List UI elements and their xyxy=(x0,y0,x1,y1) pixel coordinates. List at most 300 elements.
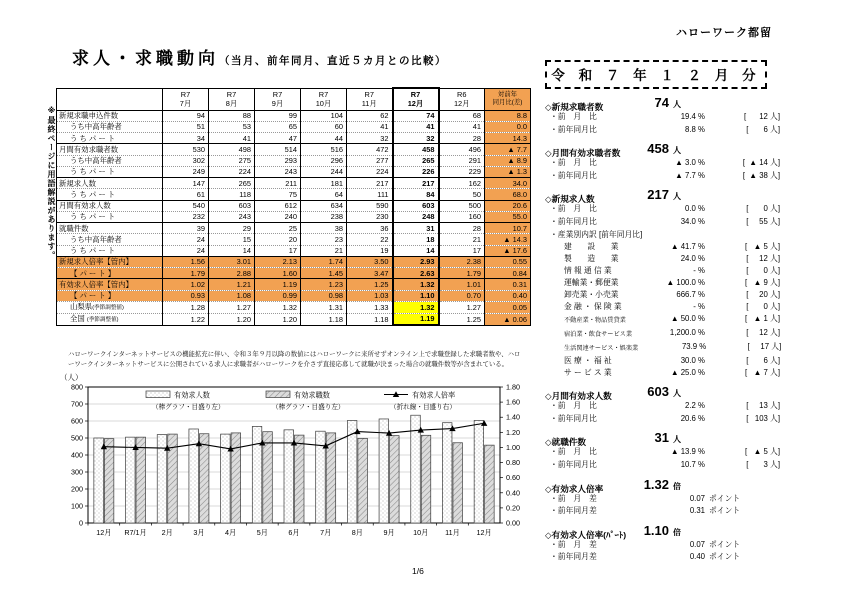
table-cell: 472 xyxy=(347,144,393,155)
stat-bracket: [ 12 人] xyxy=(744,112,780,121)
table-body xyxy=(57,110,531,325)
table-cell: 15 xyxy=(209,234,255,245)
svg-text:0.00: 0.00 xyxy=(506,518,520,528)
table-cell: 29 xyxy=(209,223,255,234)
industry-row xyxy=(545,301,785,313)
svg-text:2月: 2月 xyxy=(161,528,173,537)
row-label: う ち パ ー ト xyxy=(57,189,163,200)
table-cell: 118 xyxy=(209,189,255,200)
table-cell: 1.18 xyxy=(347,313,393,325)
table-cell: 1.27 xyxy=(209,301,255,313)
table-row xyxy=(57,301,531,313)
page-title-sub: （当月、前年同月、直近５カ月との比較） xyxy=(219,55,447,67)
row-label: 新規求人倍率【管内】 xyxy=(57,256,163,267)
column-header: R7 12月 xyxy=(393,88,439,110)
office-name: ハローワーク都留 xyxy=(676,27,772,39)
table-cell: 104 xyxy=(301,110,347,121)
chart-unit-label: （人） xyxy=(60,373,83,382)
table-cell: 39 xyxy=(163,223,209,234)
table-cell: 28 xyxy=(439,133,485,144)
table-cell: 14 xyxy=(393,245,439,256)
table-cell: 1.28 xyxy=(163,301,209,313)
table-cell: 88 xyxy=(209,110,255,121)
section-value: 74 xyxy=(654,95,669,110)
table-cell: 94 xyxy=(163,110,209,121)
comparison-table xyxy=(56,87,531,326)
svg-text:700: 700 xyxy=(71,399,83,409)
stat-bracket: [ 12 人] xyxy=(746,328,780,338)
table-cell: 229 xyxy=(439,166,485,177)
table-cell: 32 xyxy=(347,133,393,144)
stat-row xyxy=(545,400,785,413)
table-cell: 0.55 xyxy=(485,256,531,267)
table-cell: 34 xyxy=(163,133,209,144)
table-row xyxy=(57,234,531,245)
trend-chart xyxy=(54,380,536,552)
comparison-table-wrap xyxy=(56,87,531,326)
table-cell: 217 xyxy=(347,178,393,189)
table-cell: 17 xyxy=(255,245,301,256)
table-cell: 55.0 xyxy=(485,211,531,222)
svg-text:有効求人数: 有効求人数 xyxy=(174,390,210,400)
page-title xyxy=(72,44,447,69)
table-cell: 1.23 xyxy=(301,279,347,290)
table-cell: 0.31 xyxy=(485,279,531,290)
table-cell: 75 xyxy=(255,189,301,200)
table-cell: 160 xyxy=(439,211,485,222)
svg-text:有効求人倍率: 有効求人倍率 xyxy=(412,390,456,400)
table-cell: 1.03 xyxy=(347,290,393,301)
svg-text:7月: 7月 xyxy=(320,528,332,537)
section-header xyxy=(545,476,785,494)
summary-section xyxy=(545,386,785,425)
table-row xyxy=(57,155,531,166)
period-title: 令 和 ７ 年 １ ２ 月 分 xyxy=(545,60,767,89)
table-cell: 1.56 xyxy=(163,256,209,267)
stat-percent: 0.31 xyxy=(689,506,705,516)
table-cell: 244 xyxy=(301,166,347,177)
table-cell: 2.93 xyxy=(393,256,439,267)
stat-row xyxy=(545,493,785,506)
table-cell: 84 xyxy=(393,189,439,200)
row-label: 全国 (季節調整値) xyxy=(57,313,163,325)
table-cell: 1.45 xyxy=(301,268,347,279)
svg-text:0.80: 0.80 xyxy=(506,458,520,468)
table-row xyxy=(57,166,531,177)
svg-text:300: 300 xyxy=(71,467,83,477)
table-cell: 230 xyxy=(347,211,393,222)
svg-text:1.80: 1.80 xyxy=(506,382,520,392)
stat-percent: ▲ 3.0 % xyxy=(675,158,705,168)
svg-text:12月: 12月 xyxy=(96,528,112,537)
table-cell: 23 xyxy=(301,234,347,245)
table-cell: 302 xyxy=(163,155,209,166)
row-label: う ち パ ー ト xyxy=(57,166,163,177)
section-title: ◇月間有効求人数 xyxy=(545,391,612,402)
summary-section xyxy=(545,143,785,182)
stat-label: 製 造 業 xyxy=(564,254,619,264)
section-title: ◇就職件数 xyxy=(545,437,586,448)
section-unit: 人 xyxy=(673,389,681,399)
table-row xyxy=(57,144,531,155)
table-cell: 68.0 xyxy=(485,189,531,200)
table-cell: 147 xyxy=(163,178,209,189)
stat-bracket: [ 0 人] xyxy=(746,266,780,276)
stat-row xyxy=(545,203,785,216)
table-cell: 24 xyxy=(163,234,209,245)
svg-text:12月: 12月 xyxy=(476,528,492,537)
table-cell: ▲ 8.9 xyxy=(485,155,531,166)
svg-text:6月: 6月 xyxy=(288,528,300,537)
stat-bracket: ポイント xyxy=(709,506,741,516)
stat-row xyxy=(545,216,785,229)
table-cell: 0.05 xyxy=(485,301,531,313)
svg-text:11月: 11月 xyxy=(445,528,460,537)
table-cell: 36 xyxy=(347,223,393,234)
stat-percent: ▲ 50.0 % xyxy=(670,314,705,324)
svg-text:400: 400 xyxy=(71,450,83,460)
stat-label: 生活関連サービス・娯楽業 xyxy=(564,345,639,353)
table-cell: 1.27 xyxy=(439,301,485,313)
table-cell: 530 xyxy=(163,144,209,155)
stat-label: 不動産業・物品賃貸業 xyxy=(564,317,626,325)
table-cell: 238 xyxy=(301,211,347,222)
stat-bracket: [ ▲ 7 人] xyxy=(744,368,780,378)
table-row xyxy=(57,313,531,325)
stat-label: ・前 月 比 xyxy=(550,401,597,411)
table-cell: 18 xyxy=(393,234,439,245)
stat-percent: ▲ 41.7 % xyxy=(670,242,705,252)
table-cell: 2.63 xyxy=(393,268,439,279)
stat-label: 金 融 ・ 保 険 業 xyxy=(564,302,622,312)
table-cell: 1.20 xyxy=(255,313,301,325)
table-row xyxy=(57,290,531,301)
table-cell: 240 xyxy=(255,211,301,222)
stat-bracket: [ ▲ 1 人] xyxy=(744,314,780,324)
row-label: うち中高年齢者 xyxy=(57,155,163,166)
table-row xyxy=(57,121,531,132)
row-label: 月間有効求人数 xyxy=(57,200,163,211)
stat-percent: 10.7 % xyxy=(680,459,705,469)
stat-label: 情 報 通 信 業 xyxy=(564,266,612,276)
stat-percent: 0.40 xyxy=(689,552,705,562)
table-cell: 61 xyxy=(163,189,209,200)
stat-label: ・前年同月差 xyxy=(550,552,597,562)
row-label: う ち パ ー ト xyxy=(57,245,163,256)
stat-label: ・前 月 差 xyxy=(550,539,597,549)
table-cell: 51 xyxy=(163,121,209,132)
section-unit: 人 xyxy=(673,146,681,156)
row-label: 有効求人倍率【管内】 xyxy=(57,279,163,290)
table-cell: 1.32 xyxy=(255,301,301,313)
table-cell: 1.25 xyxy=(439,313,485,325)
table-cell: 181 xyxy=(301,178,347,189)
stat-percent: ▲ 13.9 % xyxy=(670,447,705,457)
table-cell: 291 xyxy=(439,155,485,166)
table-cell: 224 xyxy=(209,166,255,177)
stat-row xyxy=(545,229,785,242)
svg-text:4月: 4月 xyxy=(225,528,237,537)
stat-label: 宿泊業・飲食サービス業 xyxy=(564,331,633,339)
table-cell: 2.38 xyxy=(439,256,485,267)
summary-section xyxy=(545,522,785,564)
table-footnote: ハローワークインターネットサービスの機能拡充に伴い、令和３年９月以降の数値にはハローワークに来所せずオンライン上で求職登録した求職者数や、ハローワークインターネットサービスに公開されている求人に求職者がハローワークを介さず直接応募して就職が決まった場合の就職件数等が含まれている。 xyxy=(68,351,521,369)
stat-bracket: [ 55 人] xyxy=(746,216,780,226)
section-unit: 人 xyxy=(673,100,681,109)
table-cell: 14 xyxy=(209,245,255,256)
monthly-summary-panel xyxy=(545,60,785,571)
svg-text:8月: 8月 xyxy=(351,528,363,537)
stat-bracket: [ 103 人] xyxy=(746,413,780,423)
section-title: ◇新規求職者数 xyxy=(545,102,604,112)
table-row xyxy=(57,279,531,290)
table-cell: 19 xyxy=(347,245,393,256)
svg-text:100: 100 xyxy=(71,501,83,511)
table-cell: 243 xyxy=(255,166,301,177)
table-cell: 53 xyxy=(209,121,255,132)
section-header xyxy=(545,522,785,540)
section-title: ◇有効求人倍率 xyxy=(545,483,604,494)
table-cell: 0.99 xyxy=(255,290,301,301)
table-cell: 25 xyxy=(255,223,301,234)
stat-percent: 24.0 % xyxy=(680,254,705,264)
svg-text:（折れ線・目盛り右）: （折れ線・目盛り右） xyxy=(390,404,456,411)
stat-bracket xyxy=(710,229,785,242)
table-cell: 0.98 xyxy=(301,290,347,301)
table-cell: 1.10 xyxy=(393,290,439,301)
table-row xyxy=(57,133,531,144)
table-cell: 1.21 xyxy=(209,279,255,290)
table-cell: 28 xyxy=(439,223,485,234)
table-cell: 516 xyxy=(301,144,347,155)
table-cell: 211 xyxy=(255,178,301,189)
table-cell: 612 xyxy=(255,200,301,211)
stat-row xyxy=(545,170,785,183)
stat-percent: 2.2 % xyxy=(685,401,705,411)
table-cell: 65 xyxy=(255,121,301,132)
stat-bracket: [ 0 人] xyxy=(746,302,780,312)
table-cell: 1.32 xyxy=(393,301,439,313)
table-cell: 8.8 xyxy=(485,110,531,121)
industry-row xyxy=(545,289,785,301)
svg-text:10月: 10月 xyxy=(413,528,429,537)
table-cell: 0.0 xyxy=(485,121,531,132)
table-cell: ▲ 1.3 xyxy=(485,166,531,177)
stat-percent: 20.6 % xyxy=(680,413,705,423)
table-cell: 3.47 xyxy=(347,268,393,279)
row-label: 【 パ ー ト 】 xyxy=(57,268,163,279)
svg-text:R7/1月: R7/1月 xyxy=(124,528,147,537)
table-cell: 60 xyxy=(301,121,347,132)
stat-percent xyxy=(642,229,710,242)
table-cell: 44 xyxy=(301,133,347,144)
industry-row xyxy=(545,265,785,277)
svg-text:1.00: 1.00 xyxy=(506,442,520,452)
table-row xyxy=(57,110,531,121)
table-cell: 0.93 xyxy=(163,290,209,301)
stat-percent: 0.0 % xyxy=(685,204,705,214)
table-cell: ▲ 0.06 xyxy=(485,313,531,325)
stat-bracket: [ 6 人] xyxy=(746,356,780,366)
table-row xyxy=(57,256,531,267)
stat-bracket: ポイント xyxy=(709,552,741,562)
table-cell: 248 xyxy=(393,211,439,222)
stat-row xyxy=(545,111,785,124)
table-cell: 1.08 xyxy=(209,290,255,301)
stat-label: 建 設 業 xyxy=(564,242,619,252)
section-value: 458 xyxy=(647,141,669,157)
industry-row xyxy=(545,241,785,253)
industry-row xyxy=(545,367,785,379)
stat-percent: ▲ 100.0 % xyxy=(666,278,705,288)
table-row xyxy=(57,178,531,189)
table-cell: 20.6 xyxy=(485,200,531,211)
table-cell: 74 xyxy=(393,110,439,121)
table-cell: 243 xyxy=(209,211,255,222)
table-cell: 603 xyxy=(209,200,255,211)
stat-bracket: [ 12 人] xyxy=(746,254,780,264)
section-value: 1.10 xyxy=(643,522,669,538)
stat-bracket: [ 20 人] xyxy=(746,290,780,300)
stat-percent: 73.9 % xyxy=(681,342,707,352)
section-header xyxy=(545,97,785,111)
table-cell: 1.25 xyxy=(347,279,393,290)
table-cell: 2.88 xyxy=(209,268,255,279)
row-label: 就職件数 xyxy=(57,223,163,234)
table-cell: 2.13 xyxy=(255,256,301,267)
svg-text:5月: 5月 xyxy=(256,528,268,537)
stat-label: ・前年同月比 xyxy=(550,216,597,226)
table-cell: 22 xyxy=(347,234,393,245)
summary-sections xyxy=(545,97,785,564)
stat-percent: ▲ 25.0 % xyxy=(670,368,705,378)
stat-bracket: [ ▲ 5 人] xyxy=(744,242,780,252)
stat-row xyxy=(545,505,785,518)
table-cell: 162 xyxy=(439,178,485,189)
svg-text:（棒グラフ・目盛り左）: （棒グラフ・目盛り左） xyxy=(272,404,345,411)
table-cell: 111 xyxy=(347,189,393,200)
stat-label: ・前 月 比 xyxy=(550,204,597,214)
svg-text:500: 500 xyxy=(71,433,83,443)
svg-text:0.20: 0.20 xyxy=(506,503,520,513)
table-cell: 275 xyxy=(209,155,255,166)
section-value: 603 xyxy=(647,384,669,400)
trend-chart-svg xyxy=(54,380,536,552)
stat-row xyxy=(545,124,785,137)
table-cell: 1.32 xyxy=(393,279,439,290)
table-cell: 1.18 xyxy=(301,313,347,325)
table-cell: 0.70 xyxy=(439,290,485,301)
summary-section xyxy=(545,97,785,136)
stat-row xyxy=(545,446,785,459)
table-cell: 217 xyxy=(393,178,439,189)
stat-label: ・前 月 比 xyxy=(550,112,597,121)
stat-bracket: [ ▲ 38 人] xyxy=(742,170,780,180)
stat-label: ・前年同月比 xyxy=(550,459,597,469)
industry-row xyxy=(545,355,785,367)
table-cell: 296 xyxy=(301,155,347,166)
stat-percent: 1,200.0 % xyxy=(669,328,705,338)
column-header: R7 10月 xyxy=(301,88,347,110)
column-header: 対前年 同月比(差) xyxy=(485,88,531,110)
stat-row xyxy=(545,157,785,170)
svg-text:0: 0 xyxy=(79,518,83,528)
section-value: 31 xyxy=(654,430,669,446)
table-cell: 1.19 xyxy=(393,313,439,325)
svg-text:有効求職数: 有効求職数 xyxy=(294,390,330,400)
stat-bracket: [ ▲ 5 人] xyxy=(744,447,780,457)
summary-section xyxy=(545,189,785,379)
table-cell: 1.79 xyxy=(163,268,209,279)
table-cell: ▲ 7.7 xyxy=(485,144,531,155)
stat-percent: 34.0 % xyxy=(680,216,705,226)
svg-text:800: 800 xyxy=(71,382,83,392)
section-unit: 倍 xyxy=(673,481,681,491)
column-header: R7 11月 xyxy=(347,88,393,110)
stat-label: ・前年同月差 xyxy=(550,506,597,516)
stat-label: ・前 月 差 xyxy=(550,493,597,503)
stat-row xyxy=(545,539,785,552)
column-header: R7 7月 xyxy=(163,88,209,110)
stat-label: 運輸業・郵便業 xyxy=(564,278,619,288)
table-cell: 47 xyxy=(255,133,301,144)
section-title: ◇月間有効求職者数 xyxy=(545,148,621,159)
table-cell: 277 xyxy=(347,155,393,166)
column-header: R7 9月 xyxy=(255,88,301,110)
table-cell: 1.20 xyxy=(209,313,255,325)
stat-bracket: [ 6 人] xyxy=(746,124,780,134)
section-title: ◇新規求人数 xyxy=(545,194,595,205)
table-row xyxy=(57,268,531,279)
table-cell: 293 xyxy=(255,155,301,166)
row-label: うち中高年齢者 xyxy=(57,121,163,132)
svg-text:3月: 3月 xyxy=(193,528,205,537)
table-cell: 17 xyxy=(439,245,485,256)
stat-percent: 30.0 % xyxy=(680,356,705,366)
stat-bracket: ポイント xyxy=(709,493,741,503)
row-label: うち中高年齢者 xyxy=(57,234,163,245)
stat-percent: 8.8 % xyxy=(685,124,705,134)
stat-percent: - % xyxy=(693,266,705,276)
section-unit: 人 xyxy=(673,435,681,445)
industry-row xyxy=(545,253,785,265)
row-label: 【 パ ー ト 】 xyxy=(57,290,163,301)
stat-row xyxy=(545,551,785,564)
stat-label: サ ー ビ ス 業 xyxy=(564,368,612,378)
table-cell: 1.74 xyxy=(301,256,347,267)
table-cell: 62 xyxy=(347,110,393,121)
table-cell: 0.84 xyxy=(485,268,531,279)
stat-percent: ▲ 7.7 % xyxy=(675,170,705,180)
table-cell: 0.40 xyxy=(485,290,531,301)
table-row xyxy=(57,189,531,200)
svg-text:（棒グラフ・目盛り左）: （棒グラフ・目盛り左） xyxy=(152,404,225,411)
table-cell: 41 xyxy=(347,121,393,132)
section-unit: 人 xyxy=(673,192,681,202)
stat-label: ・前年同月比 xyxy=(550,170,597,180)
column-header: R6 12月 xyxy=(439,88,485,110)
table-cell: 1.22 xyxy=(163,313,209,325)
stat-bracket: [ ▲ 14 人] xyxy=(742,158,780,168)
stat-percent: 0.07 xyxy=(689,539,705,549)
table-cell: 1.01 xyxy=(439,279,485,290)
table-cell: 3.50 xyxy=(347,256,393,267)
stat-row xyxy=(545,459,785,472)
table-cell: 590 xyxy=(347,200,393,211)
page-title-main: 求人・求職動向 xyxy=(72,49,219,68)
stat-label: ・前 月 比 xyxy=(550,447,597,457)
table-cell: 1.31 xyxy=(301,301,347,313)
